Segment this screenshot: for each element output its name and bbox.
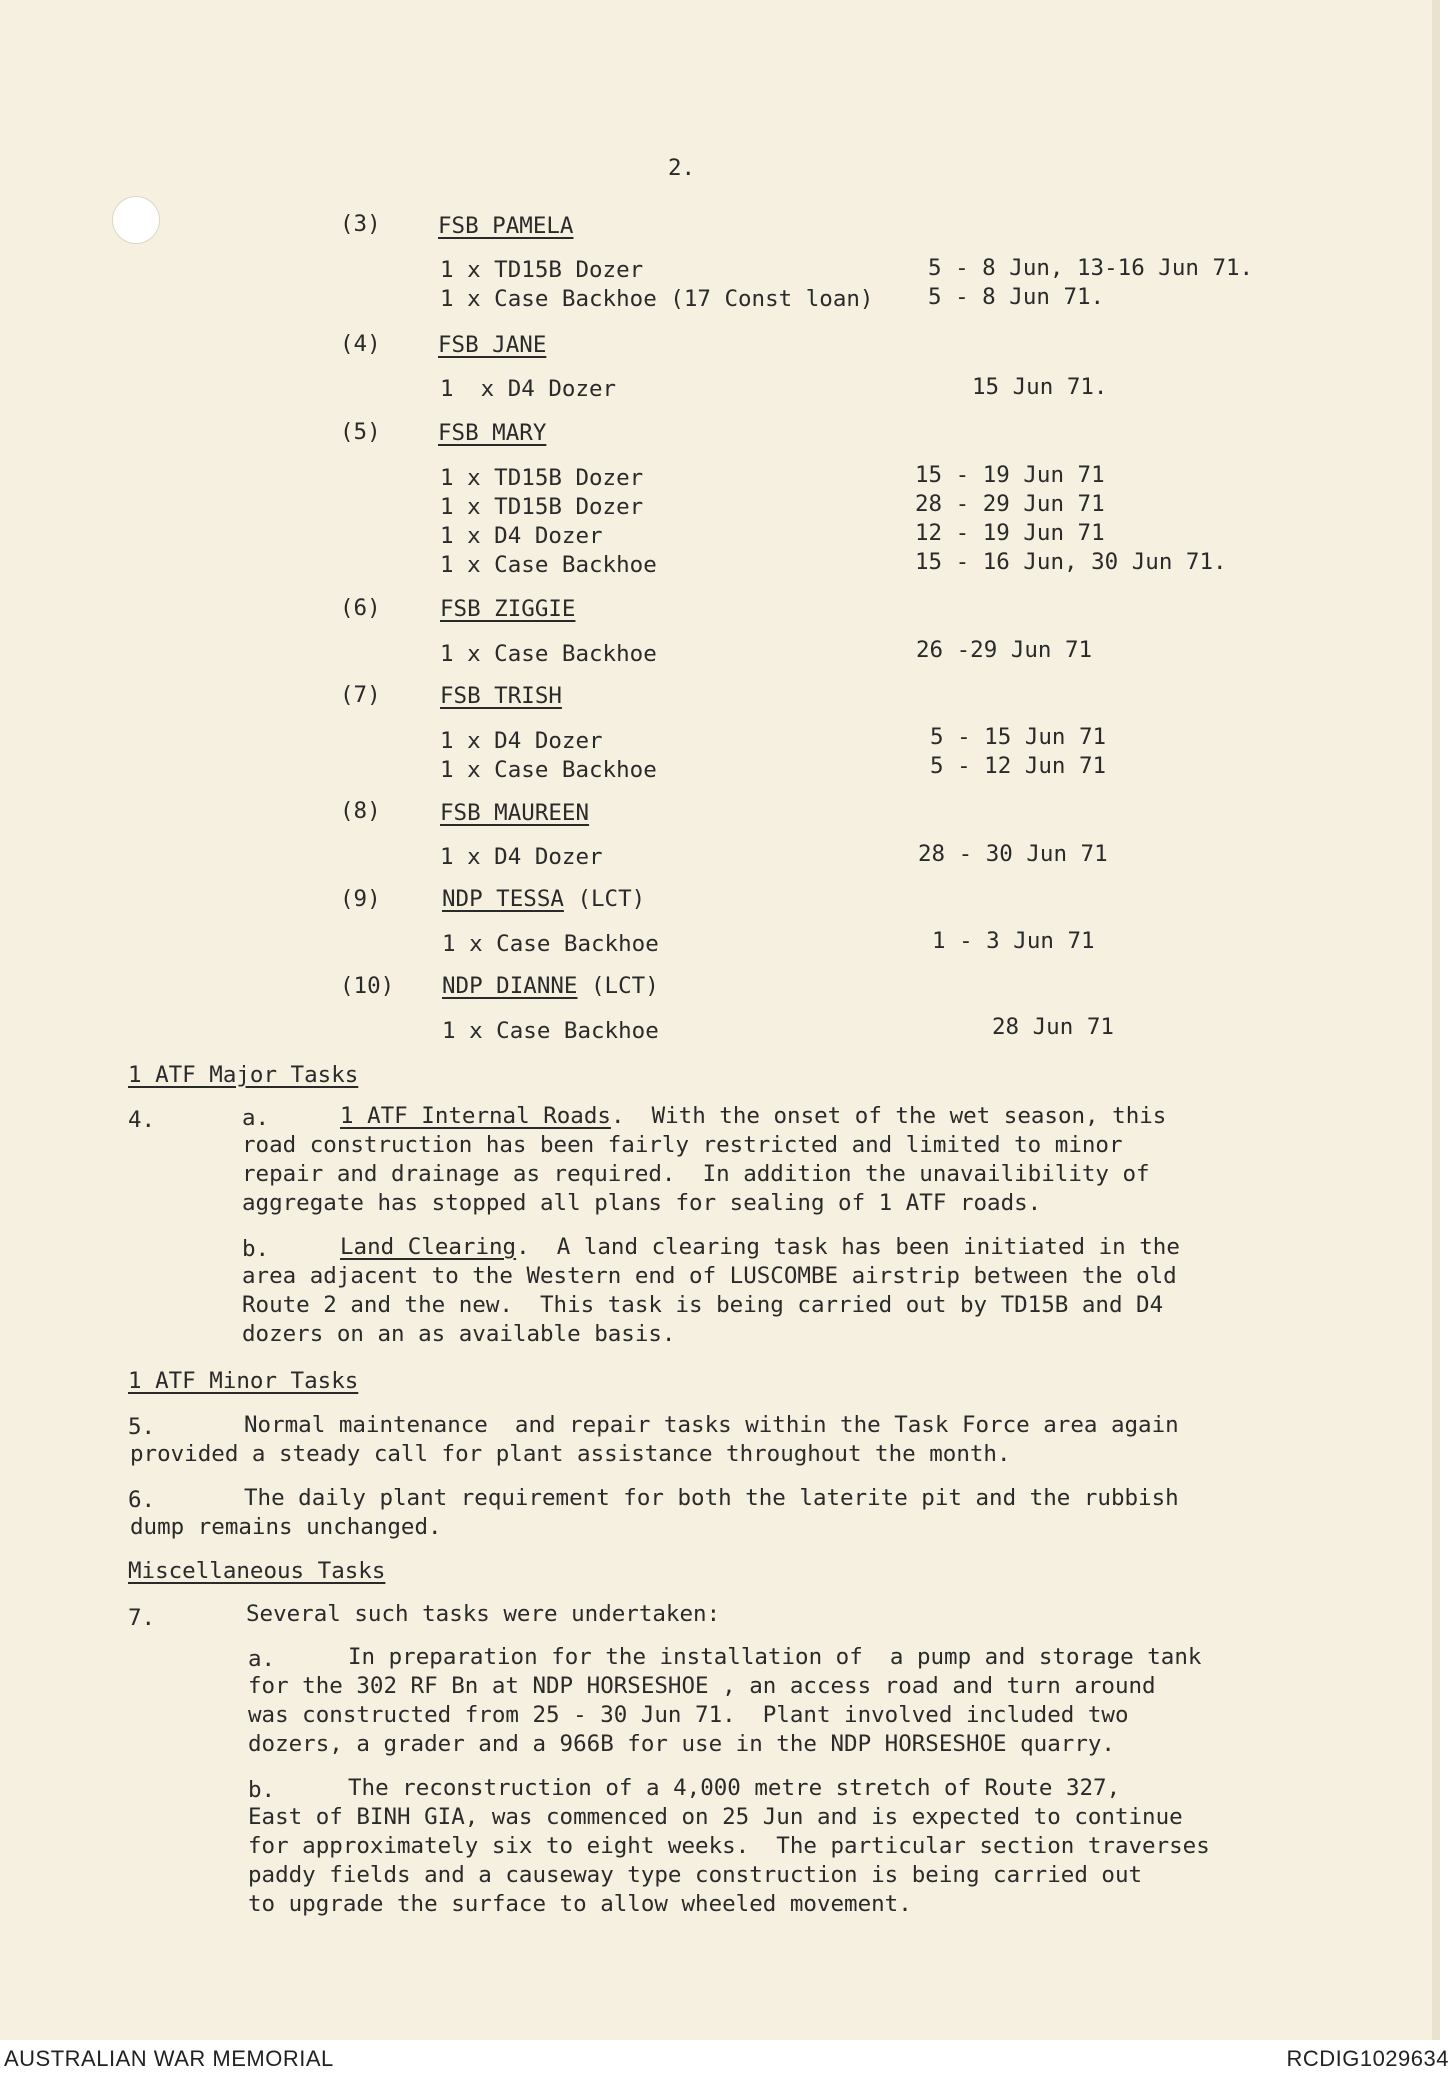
fsb-equipment: 1 x Case Backhoe <box>442 1018 659 1044</box>
paragraph-line: The daily plant requirement for both the laterite pit and the rubbish <box>244 1485 1179 1511</box>
subpara-line: repair and drainage as required. In addition the unavailibility of <box>242 1161 1150 1187</box>
fsb-dates: 5 - 8 Jun 71. <box>928 284 1105 310</box>
paragraph-line: dump remains unchanged. <box>130 1514 442 1540</box>
fsb-name: NDP TESSA <box>442 886 564 912</box>
fsb-dates: 12 - 19 Jun 71 <box>915 520 1105 546</box>
fsb-name: FSB MARY <box>438 420 547 446</box>
fsb-dates: 28 - 30 Jun 71 <box>918 841 1108 867</box>
fsb-heading <box>442 888 645 911</box>
fsb-heading <box>442 975 659 998</box>
fsb-dates: 26 -29 Jun 71 <box>916 637 1093 663</box>
fsb-num: (4) <box>340 331 381 357</box>
subpara-line: area adjacent to the Western end of LUSCOMBE airstrip between the old <box>242 1263 1177 1289</box>
fsb-equipment: 1 x Case Backhoe <box>440 641 657 667</box>
fsb-name: FSB ZIGGIE <box>440 596 576 622</box>
fsb-equipment: 1 x TD15B Dozer <box>440 465 644 491</box>
paragraph-line: Several such tasks were undertaken: <box>246 1601 721 1627</box>
fsb-equipment: 1 x D4 Dozer <box>440 376 617 402</box>
paragraph-number: 6. <box>128 1487 156 1513</box>
punch-hole <box>112 196 160 244</box>
paragraph-number: 4. <box>128 1107 156 1133</box>
subpara-line: paddy fields and a causeway type construction is being carried out <box>248 1862 1143 1888</box>
fsb-dates: 28 - 29 Jun 71 <box>915 491 1105 517</box>
subpara-line: dozers, a grader and a 966B for use in the NDP HORSESHOE quarry. <box>248 1731 1115 1757</box>
fsb-name: FSB TRISH <box>440 683 562 709</box>
footer-archive-name: AUSTRALIAN WAR MEMORIAL <box>4 2046 334 2071</box>
fsb-equipment: 1 x D4 Dozer <box>440 523 603 549</box>
fsb-num: (5) <box>340 419 381 445</box>
fsb-equipment: 1 x D4 Dozer <box>440 844 603 870</box>
fsb-dates: 5 - 15 Jun 71 <box>930 724 1107 750</box>
fsb-equipment: 1 x TD15B Dozer <box>440 257 644 283</box>
fsb-equipment: 1 x Case Backhoe <box>440 552 657 578</box>
paragraph-line: provided a steady call for plant assistance throughout the month. <box>130 1441 1011 1467</box>
subpara-line: The reconstruction of a 4,000 metre stretch of Route 327, <box>348 1775 1121 1801</box>
fsb-num: (7) <box>340 682 381 708</box>
section-heading-minor-tasks: 1 ATF Minor Tasks <box>128 1368 359 1394</box>
subpara-title: 1 ATF Internal Roads <box>340 1103 611 1129</box>
fsb-equipment: 1 x TD15B Dozer <box>440 494 644 520</box>
subpara-line: In preparation for the installation of a pump and storage tank <box>348 1644 1202 1670</box>
fsb-dates: 1 - 3 Jun 71 <box>932 928 1095 954</box>
subpara-b-line-1: Land Clearing. A land clearing task has been initiated in the <box>340 1234 1180 1260</box>
paragraph-number: 5. <box>128 1414 156 1440</box>
paragraph-line: Normal maintenance and repair tasks within the Task Force area again <box>244 1412 1179 1438</box>
fsb-num: (8) <box>340 798 381 824</box>
subpara-line: East of BINH GIA, was commenced on 25 Jun and is expected to continue <box>248 1804 1183 1830</box>
subpara-a-line-1: 1 ATF Internal Roads. With the onset of the wet season, this <box>340 1103 1167 1129</box>
fsb-dates: 15 Jun 71. <box>972 374 1108 400</box>
subpara-label: a. <box>242 1105 270 1131</box>
subpara-title: Land Clearing <box>340 1234 517 1260</box>
subpara-label: b. <box>242 1236 270 1262</box>
fsb-name: FSB PAMELA <box>438 213 574 239</box>
subpara-line: Route 2 and the new. This task is being carried out by TD15B and D4 <box>242 1292 1164 1318</box>
fsb-dates: 15 - 19 Jun 71 <box>915 462 1105 488</box>
fsb-equipment: 1 x Case Backhoe <box>442 931 659 957</box>
subpara-line: road construction has been fairly restricted and limited to minor <box>242 1132 1123 1158</box>
fsb-suffix: (LCT) <box>563 886 646 912</box>
subpara-line: for approximately six to eight weeks. The particular section traverses <box>248 1833 1210 1859</box>
fsb-dates: 15 - 16 Jun, 30 Jun 71. <box>915 549 1227 575</box>
page-number: 2. <box>668 155 696 181</box>
section-heading-misc-tasks: Miscellaneous Tasks <box>128 1558 386 1584</box>
subpara-label: a. <box>248 1646 276 1672</box>
fsb-dates: 5 - 12 Jun 71 <box>930 753 1107 779</box>
fsb-num: (9) <box>340 886 381 912</box>
fsb-dates: 28 Jun 71 <box>992 1014 1114 1040</box>
fsb-dates: 5 - 8 Jun, 13-16 Jun 71. <box>928 255 1254 281</box>
fsb-equipment: 1 x D4 Dozer <box>440 728 603 754</box>
subpara-label: b. <box>248 1777 276 1803</box>
section-heading-major-tasks: 1 ATF Major Tasks <box>128 1062 359 1088</box>
fsb-name: NDP DIANNE <box>442 973 578 999</box>
subpara-line: for the 302 RF Bn at NDP HORSESHOE , an access road and turn around <box>248 1673 1156 1699</box>
fsb-num: (10) <box>340 973 395 999</box>
fsb-num: (6) <box>340 595 381 621</box>
subpara-line: aggregate has stopped all plans for sealing of 1 ATF roads. <box>242 1190 1042 1216</box>
fsb-equipment: 1 x Case Backhoe (17 Const loan) <box>440 286 874 312</box>
fsb-name: FSB MAUREEN <box>440 800 590 826</box>
fsb-name: FSB JANE <box>438 332 547 358</box>
fsb-suffix: (LCT) <box>577 973 659 999</box>
subpara-line: dozers on an as available basis. <box>242 1321 676 1347</box>
paragraph-number: 7. <box>128 1605 156 1631</box>
footer-record-id: RCDIG1029634 <box>1286 2046 1449 2071</box>
fsb-equipment: 1 x Case Backhoe <box>440 757 657 783</box>
fsb-num: (3) <box>340 211 381 237</box>
subpara-line: was constructed from 25 - 30 Jun 71. Plant involved included two <box>248 1702 1129 1728</box>
subpara-line: to upgrade the surface to allow wheeled movement. <box>248 1891 912 1917</box>
